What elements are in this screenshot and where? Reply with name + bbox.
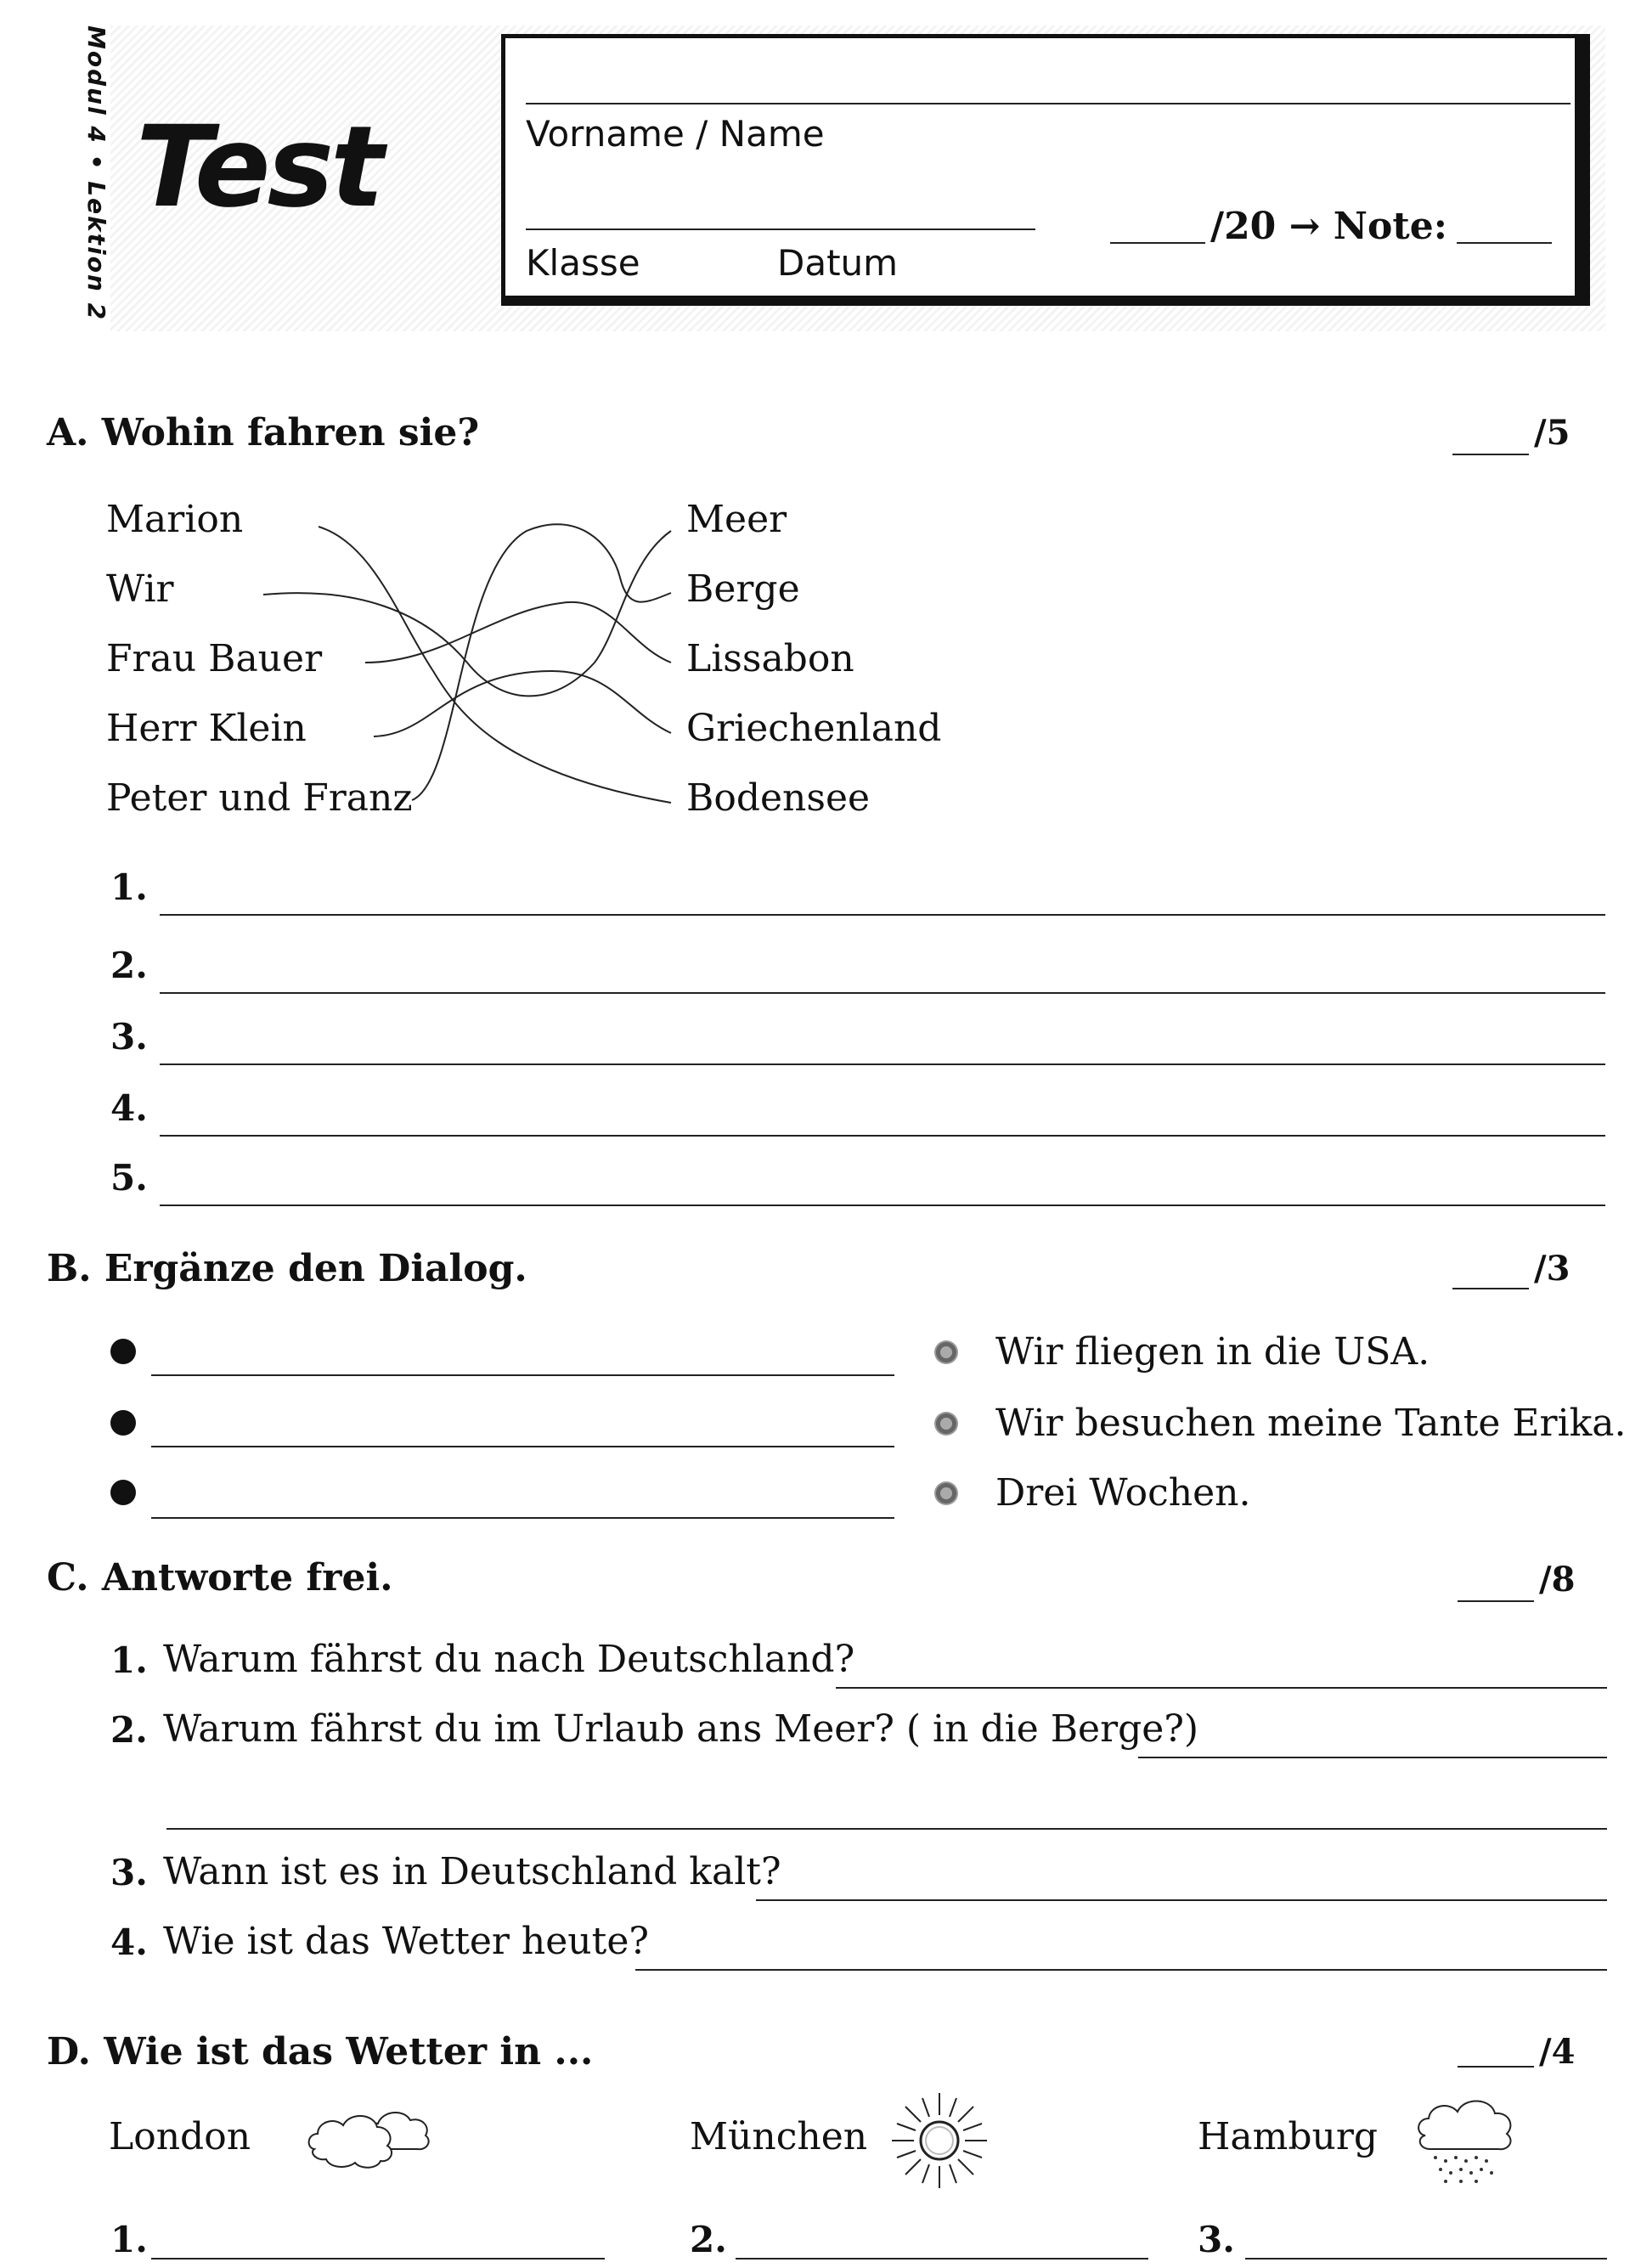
person-marion: Marion [106, 498, 244, 541]
b-question-line-3[interactable] [151, 1517, 894, 1519]
person-peter-und-franz: Peter und Franz [106, 776, 413, 820]
answer-bullet-2 [934, 1412, 958, 1436]
c-number-2: 2. [110, 1709, 148, 1751]
d-answer-line-3[interactable] [1245, 2258, 1607, 2260]
cloud-icon [297, 2098, 442, 2175]
section-d-score: /4 [1539, 2032, 1576, 2072]
section-d-heading: D. Wie ist das Wetter in ... [47, 2030, 594, 2073]
city-muenchen: München [690, 2115, 868, 2158]
name-label: Vorname / Name [526, 113, 825, 155]
section-a-score-line[interactable] [1452, 454, 1529, 455]
c-question-4: Wie ist das Wetter heute? [163, 1920, 649, 1963]
section-b-score-line[interactable] [1452, 1288, 1529, 1289]
c-question-3: Wann ist es in Deutschland kalt? [163, 1850, 781, 1893]
c-number-4: 4. [110, 1921, 148, 1963]
b-answer-3: Drei Wochen. [995, 1471, 1251, 1515]
section-d-score-line[interactable] [1458, 2066, 1534, 2068]
c-answer-line-3[interactable] [756, 1899, 1607, 1901]
klasse-datum-line[interactable] [526, 228, 1035, 230]
note-line[interactable] [1457, 242, 1552, 244]
c-number-3: 3. [110, 1852, 148, 1893]
sun-icon [888, 2090, 990, 2192]
a-answer-line-1[interactable] [160, 914, 1605, 916]
test-title: Test [136, 102, 381, 233]
d-answer-line-1[interactable] [151, 2258, 605, 2260]
a-answer-line-4[interactable] [160, 1135, 1605, 1137]
matching-lines [255, 493, 680, 832]
a-number-2: 2. [110, 945, 148, 986]
d-answer-line-2[interactable] [736, 2258, 1148, 2260]
answer-bullet-1 [934, 1340, 958, 1364]
section-c-heading: C. Antworte frei. [47, 1556, 393, 1599]
place-griechenland: Griechenland [686, 707, 942, 750]
a-number-1: 1. [110, 866, 148, 908]
person-wir: Wir [106, 567, 174, 611]
datum-label: Datum [777, 242, 899, 284]
place-meer: Meer [686, 498, 787, 541]
score-total-label: /20 → Note: [1210, 205, 1447, 248]
question-bullet-2 [110, 1410, 136, 1436]
a-answer-line-5[interactable] [160, 1205, 1605, 1206]
match-line-peter-franz [412, 524, 671, 800]
person-frau-bauer: Frau Bauer [106, 637, 323, 680]
question-bullet-1 [110, 1339, 136, 1364]
place-bodensee: Bodensee [686, 776, 871, 820]
c-answer-line-2b[interactable] [166, 1828, 1607, 1830]
city-hamburg: Hamburg [1198, 2115, 1379, 2158]
question-bullet-3 [110, 1480, 136, 1505]
d-number-1: 1. [110, 2219, 148, 2260]
name-line[interactable] [526, 103, 1571, 104]
side-label: Modul 4 • Lektion 2 [82, 25, 110, 322]
place-berge: Berge [686, 567, 800, 611]
places-list [686, 498, 941, 846]
c-question-1: Warum fährst du nach Deutschland? [163, 1638, 855, 1681]
score-total-line[interactable] [1110, 242, 1205, 244]
rain-cloud-icon [1410, 2091, 1529, 2185]
person-herr-klein: Herr Klein [106, 707, 307, 750]
a-answer-line-2[interactable] [160, 992, 1605, 994]
klasse-label: Klasse [526, 242, 640, 284]
b-question-line-2[interactable] [151, 1446, 894, 1447]
section-b-score: /3 [1534, 1249, 1571, 1289]
city-london: London [109, 2115, 251, 2158]
d-number-3: 3. [1198, 2219, 1235, 2260]
c-number-1: 1. [110, 1639, 148, 1681]
d-number-2: 2. [690, 2219, 727, 2260]
place-lissabon: Lissabon [686, 637, 854, 680]
c-answer-line-1[interactable] [836, 1687, 1607, 1689]
b-answer-2: Wir besuchen meine Tante Erika. [995, 1402, 1627, 1445]
answer-bullet-3 [934, 1481, 958, 1505]
b-question-line-1[interactable] [151, 1374, 894, 1376]
name-box [501, 34, 1590, 306]
match-line-herr-klein [374, 671, 671, 736]
section-a-heading: A. Wohin fahren sie? [47, 411, 480, 454]
c-question-2: Warum fährst du im Urlaub ans Meer? ( in die Berge?) [163, 1707, 1199, 1751]
section-a-score: /5 [1534, 413, 1571, 453]
c-answer-line-4[interactable] [635, 1969, 1607, 1971]
section-c-score: /8 [1539, 1560, 1576, 1599]
c-answer-line-2a[interactable] [1138, 1757, 1607, 1758]
section-c-score-line[interactable] [1458, 1600, 1534, 1602]
a-number-4: 4. [110, 1087, 148, 1129]
section-b-heading: B. Ergänze den Dialog. [47, 1247, 527, 1290]
a-number-3: 3. [110, 1016, 148, 1058]
b-answer-1: Wir fliegen in die USA. [995, 1330, 1430, 1374]
a-number-5: 5. [110, 1157, 148, 1199]
a-answer-line-3[interactable] [160, 1063, 1605, 1065]
